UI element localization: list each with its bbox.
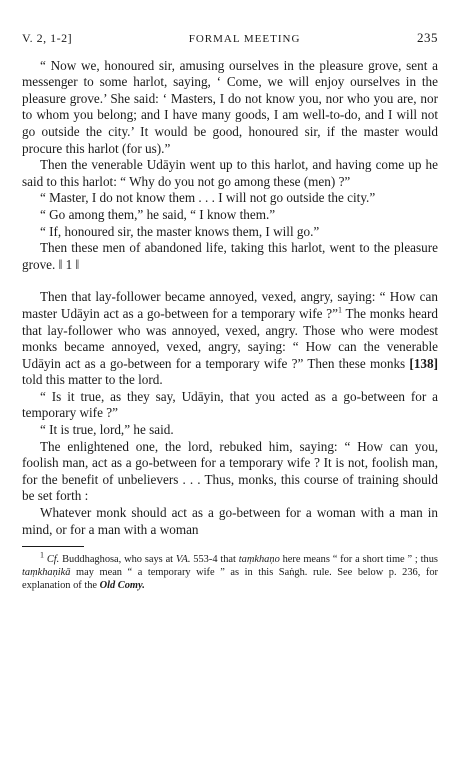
paragraph: “ If, honoured sir, the master knows them, I will go.”	[40, 223, 320, 239]
paragraph-text: told this matter to the lord.	[22, 372, 163, 388]
running-header	[22, 30, 438, 48]
footnote-term: taṃkhaṇo	[238, 554, 280, 566]
paragraph: “ It is true, lord,” he said.	[40, 422, 174, 438]
footnote-source: VA.	[175, 554, 191, 566]
paragraph: Whatever monk should act as a go-between for a woman with a man in mind, or for a man with a woman	[22, 505, 438, 537]
chapter-reference: V. 2, 1-2]	[22, 31, 73, 45]
paragraph: Then these men of abandoned life, taking this harlot, went to the pleasure grove. ‖ 1 ‖	[22, 240, 438, 272]
running-title: FORMAL MEETING	[188, 33, 301, 45]
paragraph: Then the venerable Udāyin went up to this harlot, and having come up he said to this harlot: “ Why do you not go among these (men) ?”	[22, 157, 438, 189]
paragraph-text: Then that lay-follower became annoyed, vexed, angry, saying: “ How can master Udāyin act as a go-between for a temporary wife ?”	[22, 289, 438, 321]
section-gap	[22, 273, 438, 289]
page-reference: [138]	[409, 355, 438, 371]
page-number: 235	[417, 30, 438, 45]
paragraph: “ Is it true, as they say, Udāyin, that you acted as a go-between for a temporary wife ?”	[22, 388, 438, 421]
footnote-term: taṃkhaṇikā	[22, 567, 71, 579]
paragraph: “ Go among them,” he said, “ I know them.”	[40, 206, 276, 222]
footnote-text: Buddhaghosa, who says at	[59, 554, 176, 566]
footnote-cf: Cf.	[46, 554, 60, 566]
paragraph: “ Master, I do not know them . . . I will not go outside the city.”	[40, 190, 376, 206]
footnote-mark: 1	[40, 550, 44, 560]
footnote-text: 553-4 that	[190, 554, 239, 566]
footnote-text: here means “ for a short time ” ; thus	[279, 554, 438, 566]
paragraph-text: The monks heard that lay-follower who was annoyed, vexed, angry. Those who were modest monks became annoyed, vexed, angry, saying: “ How can the venerable Udāyin act as a go-between for a temporary wife ?” Then these monks	[22, 305, 438, 371]
paragraph: “ Now we, honoured sir, amusing ourselves in the pleasure grove, sent a messenger to some harlot, saying, ‘ Come, we will enjoy ourselves in the pleasure grove.’ She said: ‘ Masters, I do not know you, nor who you are, nor to whom you belong; and I have many goods, I am well-to-do, and I will not go outside the city.’ It would be good, honoured sir, if the master would procure this harlot (for us).”	[22, 57, 438, 156]
footnote-reference[interactable]: 1	[337, 305, 342, 315]
footnote	[22, 550, 438, 592]
paragraph	[22, 289, 438, 389]
page	[22, 30, 438, 592]
paragraph: The enlightened one, the lord, rebuked him, saying: “ How can you, foolish man, act as a go-between for a temporary wife ? It is not, foolish man, for the benefit of unbelievers . . . Thus, monks, this course of training should be set forth :	[22, 438, 438, 504]
footnote-rule	[22, 546, 84, 547]
footnote-old-comy: Old Comy.	[99, 580, 145, 592]
footnote-text: may mean “ a temporary wife ” as in this Saṅgh. rule. See below p. 236, for explanation of the	[22, 567, 438, 592]
